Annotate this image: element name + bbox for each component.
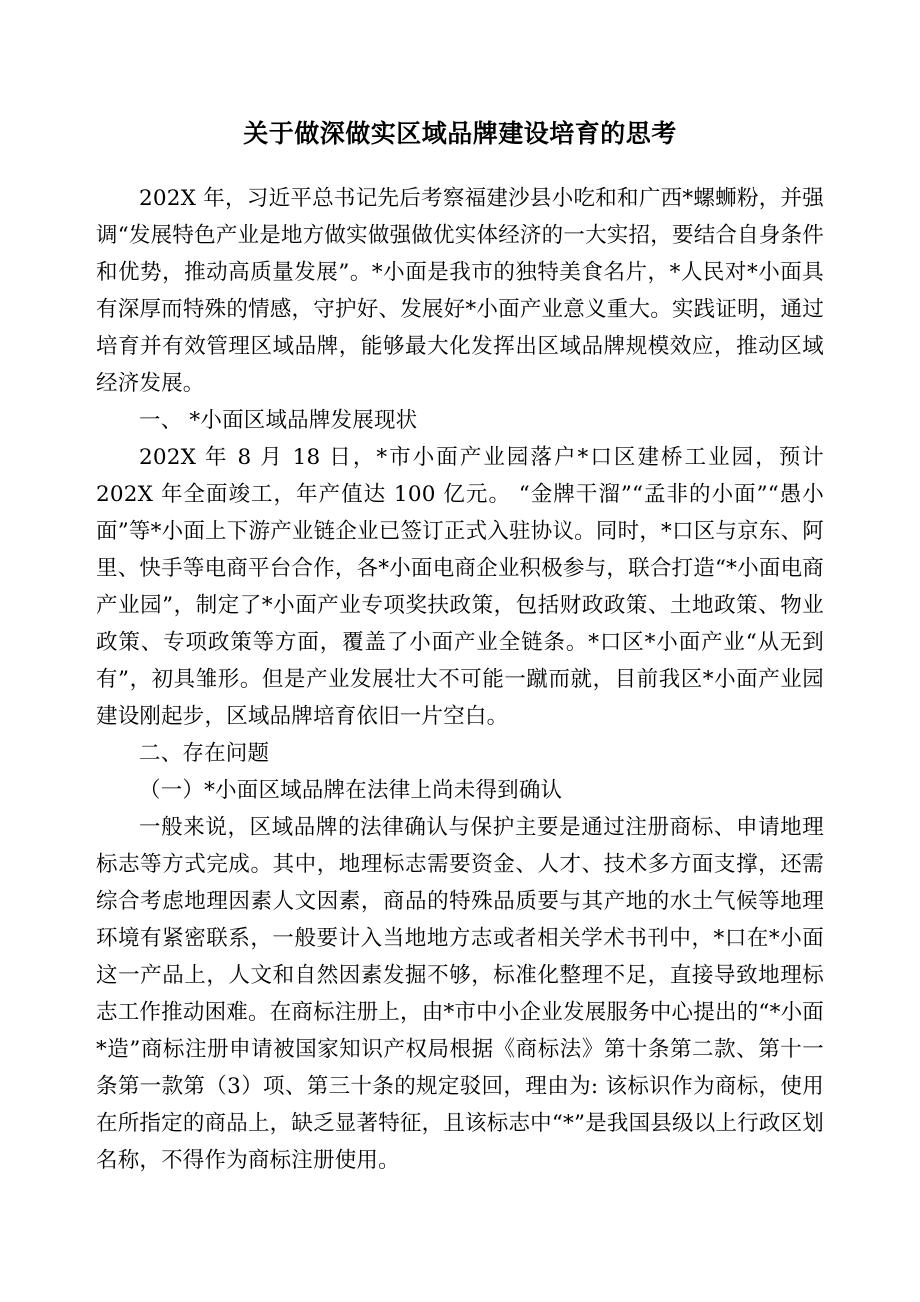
section-heading-2-1: （一）*小面区域品牌在法律上尚未得到确认 [139,778,563,803]
paragraph-intro: 202X 年，习近平总书记先后考察福建沙县小吃和和广西*螺蛳粉，并强调“发展特色产业是地方做实做强做优实体经济的一大实招，要结合自身条件和优势，推动高质量发展”。*小面是我市的独特美食名片，*人民对*小面具有深厚而特殊的情感，守护好、发展好*小面产业意义重大。实践证明，通过培育并有效管理区域品牌，能够最大化发挥出区域品牌规模效应，推动区域经济发展。 [96,186,824,396]
paragraph-section-2-1: 一般来说，区域品牌的法律确认与保护主要是通过注册商标、申请地理标志等方式完成。其中，地理标志需要资金、人才、技术多方面支撑，还需综合考虑地理因素人文因素，商品的特殊品质要与其产地的水土气候等地理环境有紧密联系，一般要计入当地地方志或者相关学术书刊中，*口在*小面这一产品上，人文和自然因素发掘不够，标准化整理不足，直接导致地理标志工作推动困难。在商标注册上，由*市中小企业发展服务中心提出的“*小面*造”商标注册申请被国家知识产权局根据《商标法》第十条第二款、第十一条第一款第（3）项、第三十条的规定驳回，理由为: 该标识作为商标，使用在所指定的商品上，缺乏显著特征，且该标志中“*”是我国县级以上行政区划名称，不得作为商标注册使用。 [96,815,824,1173]
section-heading-1: 一、 *小面区域品牌发展现状 [139,408,418,433]
page-title: 关于做深做实区域品牌建设培育的思考 [243,119,677,148]
paragraph-section-1: 202X 年 8 月 18 日，*市小面产业园落户*口区建桥工业园，预计 202X 年全面竣工，年产值达 100 亿元。 “金牌干溜”“孟非的小面”“愚小面”等*小面上下游产业链企业已签订正式入驻协议。同时，*口区与京东、阿里、快手等电商平台合作，各*小面电商企业积极参与，联合打造“*小面电商产业园”，制定了*小面产业专项奖扶政策，包括财政政策、土地政策、物业政策、专项政策等方面，覆盖了小面产业全链条。*口区*小面产业“从无到有”，初具雏形。但是产业发展壮大不可能一蹴而就，目前我区*小面产业园建设刚起步，区域品牌培育依旧一片空白。 [96,445,824,729]
section-heading-2: 二、存在问题 [139,741,270,766]
